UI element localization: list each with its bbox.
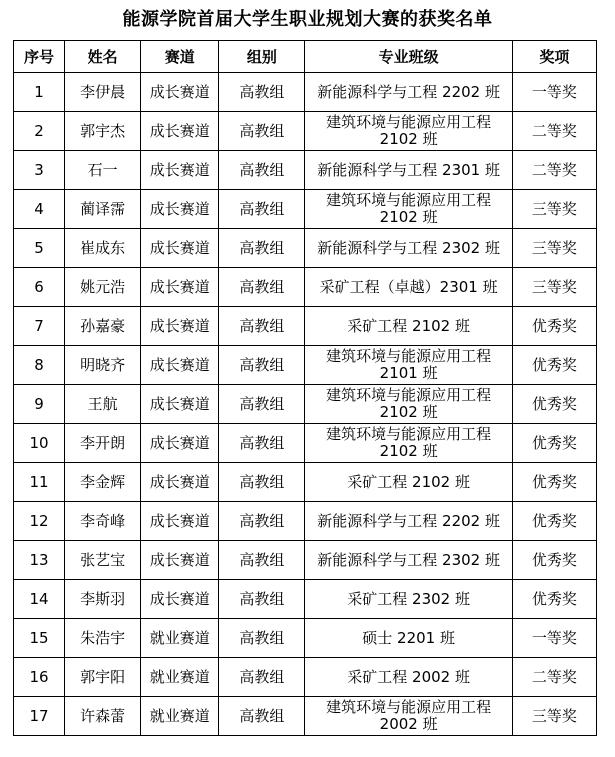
cell-class: 建筑环境与能源应用工程 2102 班 bbox=[305, 112, 512, 151]
table-row bbox=[14, 658, 597, 697]
cell-class: 新能源科学与工程 2202 班 bbox=[305, 502, 512, 541]
cell-award: 优秀奖 bbox=[512, 541, 596, 580]
cell-award: 优秀奖 bbox=[512, 385, 596, 424]
cell-class: 采矿工程 2102 班 bbox=[305, 463, 512, 502]
cell-award: 二等奖 bbox=[512, 151, 596, 190]
cell-no: 6 bbox=[14, 268, 65, 307]
cell-class: 建筑环境与能源应用工程 2002 班 bbox=[305, 697, 512, 736]
cell-no: 9 bbox=[14, 385, 65, 424]
cell-name: 郭宇阳 bbox=[65, 658, 141, 697]
table-row bbox=[14, 151, 597, 190]
cell-name: 李斯羽 bbox=[65, 580, 141, 619]
cell-track: 就业赛道 bbox=[141, 658, 219, 697]
cell-track: 成长赛道 bbox=[141, 502, 219, 541]
cell-name: 石一 bbox=[65, 151, 141, 190]
header-group: 组别 bbox=[219, 41, 305, 73]
cell-class: 建筑环境与能源应用工程 2102 班 bbox=[305, 424, 512, 463]
cell-name: 李伊晨 bbox=[65, 73, 141, 112]
cell-class: 建筑环境与能源应用工程 2102 班 bbox=[305, 385, 512, 424]
cell-class: 建筑环境与能源应用工程 2102 班 bbox=[305, 190, 512, 229]
cell-award: 二等奖 bbox=[512, 658, 596, 697]
cell-group: 高教组 bbox=[219, 307, 305, 346]
cell-track: 成长赛道 bbox=[141, 112, 219, 151]
cell-track: 就业赛道 bbox=[141, 619, 219, 658]
cell-group: 高教组 bbox=[219, 151, 305, 190]
table-row bbox=[14, 541, 597, 580]
cell-name: 崔成东 bbox=[65, 229, 141, 268]
table-body bbox=[14, 73, 597, 736]
cell-award: 三等奖 bbox=[512, 229, 596, 268]
table-row bbox=[14, 112, 597, 151]
cell-no: 16 bbox=[14, 658, 65, 697]
cell-group: 高教组 bbox=[219, 619, 305, 658]
cell-track: 成长赛道 bbox=[141, 580, 219, 619]
cell-award: 三等奖 bbox=[512, 697, 596, 736]
cell-no: 17 bbox=[14, 697, 65, 736]
cell-no: 5 bbox=[14, 229, 65, 268]
table-row bbox=[14, 190, 597, 229]
cell-name: 朱浩宇 bbox=[65, 619, 141, 658]
cell-no: 11 bbox=[14, 463, 65, 502]
cell-group: 高教组 bbox=[219, 73, 305, 112]
cell-award: 优秀奖 bbox=[512, 307, 596, 346]
cell-award: 三等奖 bbox=[512, 190, 596, 229]
table-row bbox=[14, 307, 597, 346]
cell-award: 优秀奖 bbox=[512, 346, 596, 385]
header-no: 序号 bbox=[14, 41, 65, 73]
table-header-row bbox=[14, 41, 597, 73]
cell-award: 三等奖 bbox=[512, 268, 596, 307]
cell-track: 就业赛道 bbox=[141, 697, 219, 736]
table-row bbox=[14, 619, 597, 658]
cell-track: 成长赛道 bbox=[141, 307, 219, 346]
cell-group: 高教组 bbox=[219, 268, 305, 307]
cell-group: 高教组 bbox=[219, 658, 305, 697]
cell-no: 15 bbox=[14, 619, 65, 658]
cell-award: 二等奖 bbox=[512, 112, 596, 151]
cell-group: 高教组 bbox=[219, 697, 305, 736]
table-row bbox=[14, 697, 597, 736]
cell-no: 13 bbox=[14, 541, 65, 580]
cell-award: 优秀奖 bbox=[512, 502, 596, 541]
cell-no: 4 bbox=[14, 190, 65, 229]
cell-name: 蔺译霈 bbox=[65, 190, 141, 229]
cell-name: 孙嘉豪 bbox=[65, 307, 141, 346]
cell-class: 硕士 2201 班 bbox=[305, 619, 512, 658]
cell-group: 高教组 bbox=[219, 385, 305, 424]
cell-class: 采矿工程 2002 班 bbox=[305, 658, 512, 697]
cell-name: 许森蕾 bbox=[65, 697, 141, 736]
cell-name: 明晓齐 bbox=[65, 346, 141, 385]
page-title: 能源学院首届大学生职业规划大赛的获奖名单 bbox=[122, 9, 493, 30]
cell-no: 10 bbox=[14, 424, 65, 463]
award-table bbox=[13, 40, 597, 736]
cell-no: 3 bbox=[14, 151, 65, 190]
table-row bbox=[14, 229, 597, 268]
cell-no: 1 bbox=[14, 73, 65, 112]
cell-group: 高教组 bbox=[219, 424, 305, 463]
cell-track: 成长赛道 bbox=[141, 346, 219, 385]
cell-no: 12 bbox=[14, 502, 65, 541]
cell-no: 14 bbox=[14, 580, 65, 619]
table-row bbox=[14, 424, 597, 463]
cell-group: 高教组 bbox=[219, 502, 305, 541]
cell-class: 建筑环境与能源应用工程 2101 班 bbox=[305, 346, 512, 385]
cell-name: 王航 bbox=[65, 385, 141, 424]
cell-track: 成长赛道 bbox=[141, 424, 219, 463]
table-row bbox=[14, 463, 597, 502]
cell-award: 一等奖 bbox=[512, 73, 596, 112]
cell-track: 成长赛道 bbox=[141, 73, 219, 112]
cell-track: 成长赛道 bbox=[141, 463, 219, 502]
cell-name: 李金辉 bbox=[65, 463, 141, 502]
table-row bbox=[14, 580, 597, 619]
cell-group: 高教组 bbox=[219, 580, 305, 619]
cell-name: 李奇峰 bbox=[65, 502, 141, 541]
cell-class: 新能源科学与工程 2301 班 bbox=[305, 151, 512, 190]
header-class: 专业班级 bbox=[305, 41, 512, 73]
header-name: 姓名 bbox=[65, 41, 141, 73]
cell-track: 成长赛道 bbox=[141, 229, 219, 268]
cell-award: 优秀奖 bbox=[512, 463, 596, 502]
table-row bbox=[14, 385, 597, 424]
table-row bbox=[14, 346, 597, 385]
cell-track: 成长赛道 bbox=[141, 190, 219, 229]
cell-name: 李开朗 bbox=[65, 424, 141, 463]
cell-track: 成长赛道 bbox=[141, 385, 219, 424]
cell-group: 高教组 bbox=[219, 346, 305, 385]
cell-class: 新能源科学与工程 2202 班 bbox=[305, 73, 512, 112]
cell-class: 采矿工程 2302 班 bbox=[305, 580, 512, 619]
cell-award: 优秀奖 bbox=[512, 580, 596, 619]
header-award: 奖项 bbox=[512, 41, 596, 73]
cell-group: 高教组 bbox=[219, 463, 305, 502]
cell-award: 优秀奖 bbox=[512, 424, 596, 463]
cell-group: 高教组 bbox=[219, 112, 305, 151]
cell-award: 一等奖 bbox=[512, 619, 596, 658]
cell-track: 成长赛道 bbox=[141, 151, 219, 190]
cell-no: 2 bbox=[14, 112, 65, 151]
cell-name: 姚元浩 bbox=[65, 268, 141, 307]
table-row bbox=[14, 502, 597, 541]
cell-group: 高教组 bbox=[219, 541, 305, 580]
header-track: 赛道 bbox=[141, 41, 219, 73]
cell-group: 高教组 bbox=[219, 190, 305, 229]
cell-no: 8 bbox=[14, 346, 65, 385]
cell-class: 采矿工程（卓越）2301 班 bbox=[305, 268, 512, 307]
cell-group: 高教组 bbox=[219, 229, 305, 268]
table-row bbox=[14, 268, 597, 307]
cell-class: 采矿工程 2102 班 bbox=[305, 307, 512, 346]
cell-class: 新能源科学与工程 2302 班 bbox=[305, 541, 512, 580]
table-row bbox=[14, 73, 597, 112]
cell-class: 新能源科学与工程 2302 班 bbox=[305, 229, 512, 268]
cell-track: 成长赛道 bbox=[141, 268, 219, 307]
cell-name: 郭宇杰 bbox=[65, 112, 141, 151]
cell-no: 7 bbox=[14, 307, 65, 346]
cell-track: 成长赛道 bbox=[141, 541, 219, 580]
cell-name: 张艺宝 bbox=[65, 541, 141, 580]
